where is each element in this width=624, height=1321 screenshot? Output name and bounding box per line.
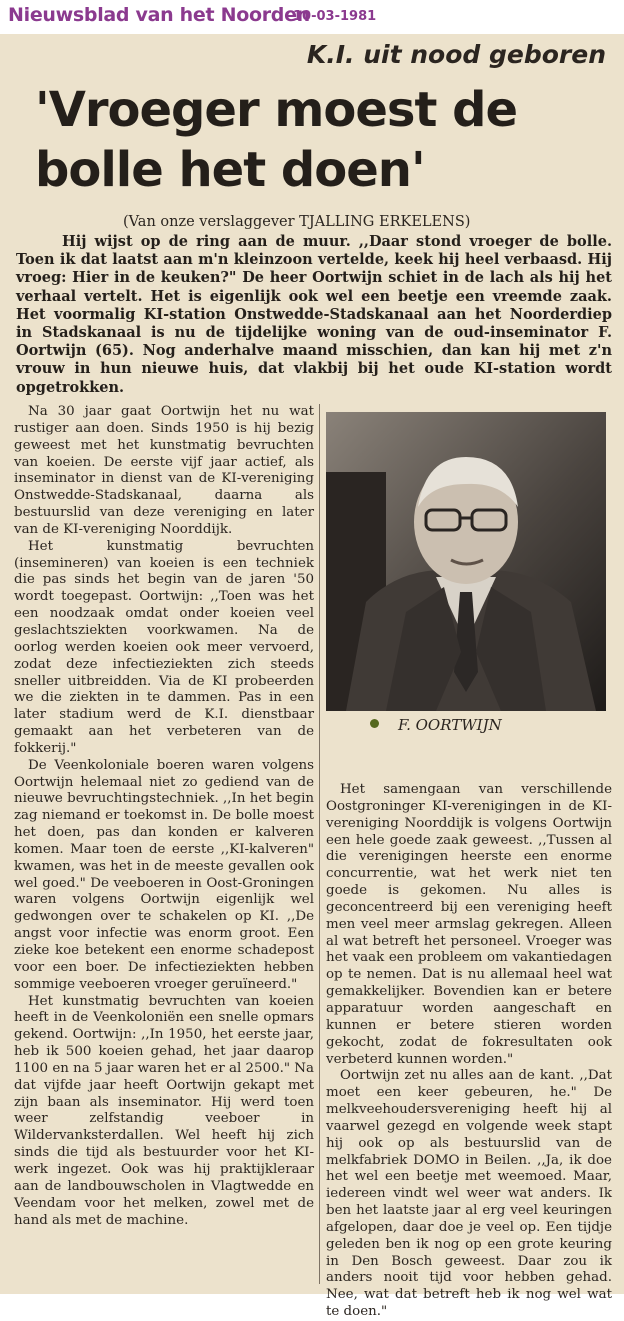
column-divider — [319, 404, 320, 1284]
paragraph: Het samengaan van verschillende Oostgroninger KI-verenigingen in de KI-vereniging Noorddijk is volgens Oortwijn een hele goede zaak geweest. ,,Tussen al die verenigingen heerste een enorme concurrentie, wat het werk niet ten goede is gekomen. Nu alles is geconcentreerd bij een vereniging heeft men veel meer armslag gekregen. Alleen al wat betreft het personeel. Vroeger was het vaak een probleem om vakantiedagen op te nemen. Dat is nu allemaal heel wat gemakkelijker. Bovendien kan er betere apparatuur worden aangeschaft en kunnen er betere stieren worden gekocht, zodat de fokresultaten ook verbeterd kunnen worden." — [326, 782, 612, 1067]
paragraph: Het kunstmatig bevruchten (insemineren) van koeien is een techniek die pas sinds het begin van de jaren '50 wordt toegepast. Oortwijn: ,,Toen was het een noodzaak omdat onder koeien veel geslachtsziekten voorkwamen. Na de oorlog werden koeien ook meer vervoerd, zodat deze infectieziekten zich steeds sneller uitbreidden. Via de KI probeerden we die ziekten in te dammen. Pas in een later stadium werd de K.I. dienstbaar gemaakt aan het verbeteren van de fokkerij." — [14, 538, 314, 756]
paragraph: Het kunstmatig bevruchten van koeien heeft in de Veenkoloniën een snelle opmars gekend. Oortwijn: ,,In 1950, het eerste jaar, heb ik 500 koeien gehad, het jaar daarop 1100 en na 5 jaar waren het er al 2500." Na dat vijfde jaar heeft Oortwijn gekapt met zijn baan als inseminator. Hij werd toen weer zelfstandig veeboer in Wildervanksterdallen. Wel heeft hij zich sinds die tijd als bestuurder voor het KI-werk ingezet. Ook was hij praktijkleraar aan de landbouwscholen in Vlagtwedde en Veendam voor het melken, zowel met de hand als met de machine. — [14, 993, 314, 1228]
paragraph: De Veenkoloniale boeren waren volgens Oortwijn helemaal niet zo gediend van de nieuwe bevruchtingstechniek. ,,In het begin zag niemand er toekomst in. De bolle moest het doen, pas dan konden er kalveren komen. Maar toen de eerste ,,KI-kalveren" kwamen, was het in de meeste gevallen ook wel goed." De veeboeren in Oost-Groningen waren volgens Oortwijn eigenlijk wel gedwongen over te schakelen op KI. ,,De angst voor infectie was enorm groot. Een zieke koe betekent een enorme schadepost voor een boer. De infectieziekten hebben sommige veeboeren vroeger geruïneerd." — [14, 757, 314, 992]
headline-line-1: 'Vroeger moest de — [35, 82, 518, 138]
portrait-photo — [326, 412, 606, 711]
newspaper-clipping — [0, 34, 624, 1320]
right-column — [326, 782, 612, 1320]
masthead — [0, 0, 624, 34]
caption-bullet-icon — [370, 719, 379, 728]
portrait-illustration — [326, 412, 606, 711]
article-byline: (Van onze verslaggever TJALLING ERKELENS) — [123, 214, 471, 230]
publication-name: Nieuwsblad van het Noorden — [8, 4, 310, 26]
article-headline — [35, 80, 615, 200]
paragraph: Na 30 jaar gaat Oortwijn het nu wat rustiger aan doen. Sinds 1950 is hij bezig geweest met het kunstmatig bevruchten van koeien. De eerste vijf jaar actief, als inseminator in dienst van de KI-vereniging Onstwedde-Stadskanaal, daarna als bestuurslid van deze vereniging en later van de KI-vereniging Noorddijk. — [14, 404, 314, 537]
article-kicker: K.I. uit nood geboren — [306, 40, 606, 69]
article-lead: Hij wijst op de ring aan de muur. ,,Daar stond vroeger de bolle. Toen ik dat laatst aan m'n kleinzoon vertelde, keek hij heel verbaasd. Hij vroeg: Hier in de keuken?" De heer Oortwijn schiet in de lach als hij het verhaal vertelt. Het is eigenlijk ook wel een beetje een vreemde zaak. Het voormalig KI-station Onstwedde-Stadskanaal aan het Noorderdiep in Stadskanaal is nu de tijdelijke woning van de oud-inseminator F. Oortwijn (65). Nog anderhalve maand misschien, dan kan hij met z'n vrouw in hun nieuwe huis, dat vlakbij bij het oude KI-station wordt opgetrokken. — [16, 233, 612, 396]
headline-line-2: bolle het doen' — [35, 142, 425, 198]
left-column — [14, 404, 314, 1290]
photo-caption: F. OORTWIJN — [398, 716, 502, 734]
paragraph: Oortwijn zet nu alles aan de kant. ,,Dat moet een keer gebeuren, he." De melkveehoudersvereniging heeft hij al vaarwel gezegd en volgende week stapt hij ook op als bestuurslid van de melkfabriek DOMO in Beilen. ,,Ja, ik doe het wel een beetje met weemoed. Maar, iedereen vindt wel weer wat anders. Ik ben het laatste jaar al erg veel keuringen afgelopen, daar doe je veel op. Een tijdje geleden ben ik nog op een grote keuring in Den Bosch geweest. Daar zou ik anders nooit tijd voor hebben gehad. Nee, wat dat betreft heb ik nog wel wat te doen." — [326, 1068, 612, 1320]
publication-date: 10-03-1981 — [293, 9, 377, 24]
